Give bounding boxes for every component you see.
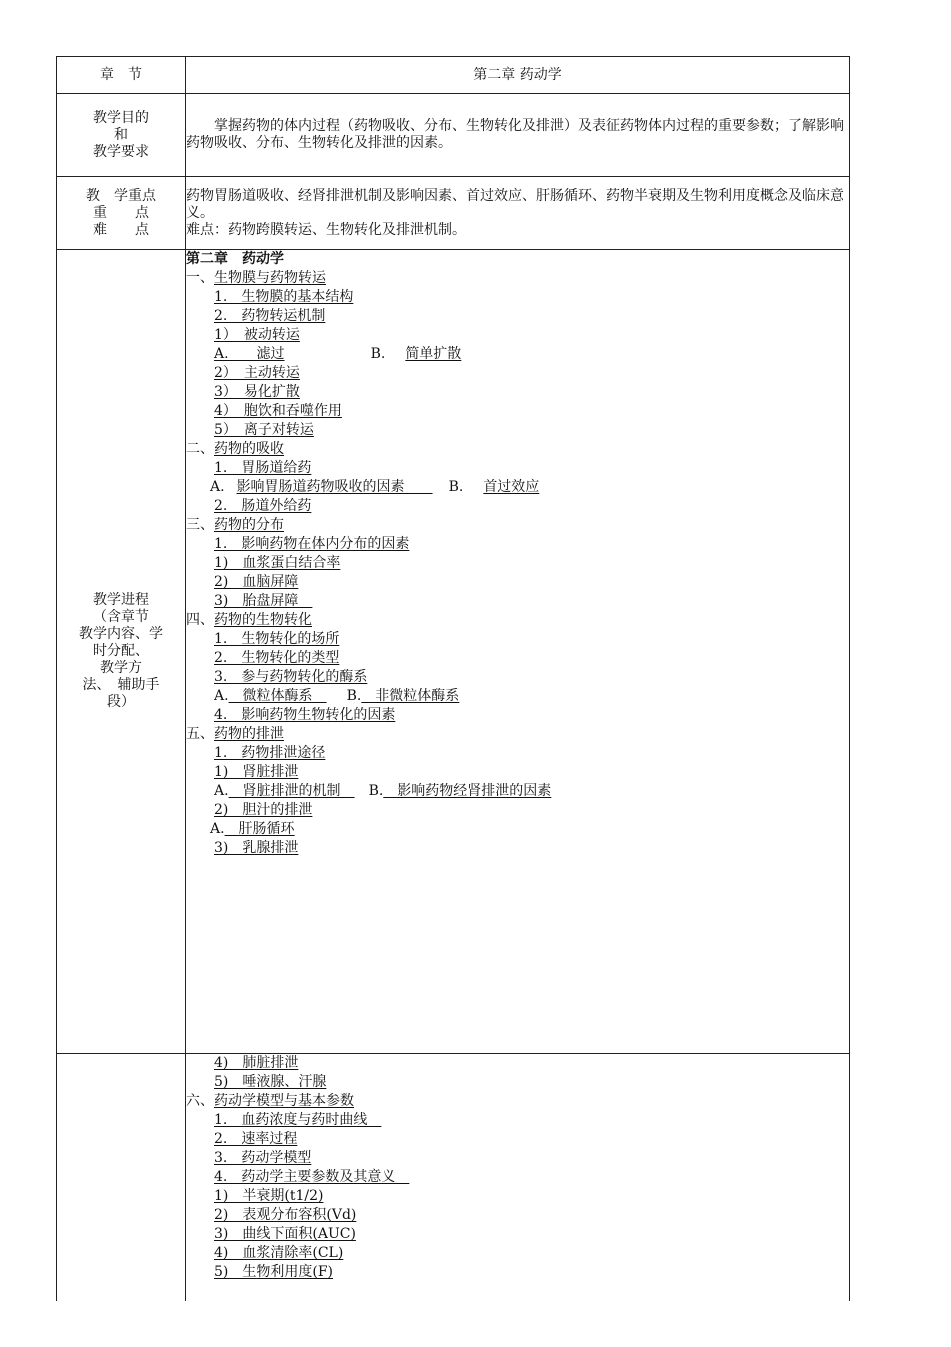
- goals-label: [57, 94, 186, 177]
- section-number: 二、: [186, 441, 214, 457]
- outline-section: [186, 440, 849, 459]
- outline-item: 2) 胆汁的排泄: [214, 802, 313, 818]
- section-title: 药物的生物转化: [214, 612, 312, 628]
- outline-item: 5) 唾液腺、汗腺: [214, 1074, 327, 1090]
- key-label-line: 教 学重点: [86, 187, 156, 204]
- process-label-line: 法、 辅助手: [82, 677, 160, 693]
- outline-item: 1. 药物排泄途径: [214, 745, 326, 761]
- section-title: 生物膜与药物转运: [214, 270, 326, 286]
- outline-subitem: 肾脏排泄的机制: [228, 783, 355, 799]
- item-prefix: A.: [214, 688, 229, 704]
- outline-section: [186, 269, 849, 288]
- outline-subitem: 影响胃肠道药物吸收的因素: [236, 479, 433, 495]
- outline-item: 4. 影响药物生物转化的因素: [214, 707, 396, 723]
- outline-section: [186, 725, 849, 744]
- chapter-title: 第二章 药动学: [186, 57, 850, 94]
- row-key-points: [57, 177, 850, 250]
- outline-item: 4） 胞饮和吞噬作用: [214, 403, 342, 419]
- outline-item: 3） 易化扩散: [214, 384, 300, 400]
- section-title: 药物的吸收: [214, 441, 284, 457]
- row-goals: [57, 94, 850, 177]
- row-process-continued: [57, 1054, 850, 1301]
- outline-item: 1. 生物转化的场所: [214, 631, 340, 647]
- chapter-label: 章 节: [57, 57, 186, 94]
- outline-item: 2） 主动转运: [214, 365, 300, 381]
- key-points-label: [57, 177, 186, 250]
- section-number: 一、: [186, 270, 214, 286]
- process-label: [57, 250, 186, 1054]
- item-prefix: B.: [346, 688, 362, 704]
- lesson-plan-table: [56, 56, 850, 1301]
- outline-item: 5） 离子对转运: [214, 422, 314, 438]
- outline-item: 3. 药动学模型: [214, 1150, 312, 1166]
- key-label-line: 重 点: [93, 204, 149, 221]
- goals-content: [186, 94, 850, 177]
- row-process: [57, 250, 850, 1054]
- outline-item: 2. 生物转化的类型: [214, 650, 340, 666]
- outline-item: 1) 血浆蛋白结合率: [214, 555, 341, 571]
- outline-item: 1) 肾脏排泄: [214, 764, 299, 780]
- outline-item: 2. 速率过程: [214, 1131, 298, 1147]
- goals-label-line: 教学目的: [93, 109, 149, 126]
- goals-label-line: 教学要求: [93, 143, 149, 160]
- outline-section: [186, 1092, 849, 1111]
- outline-item: 2) 表观分布容积(Vd): [214, 1207, 357, 1223]
- outline-content: [186, 250, 850, 1054]
- section-number: 四、: [186, 612, 214, 628]
- key-label-line: 难 点: [93, 221, 149, 238]
- outline-item: 3. 参与药物转化的酶系: [214, 669, 368, 685]
- outline-item: 2. 肠道外给药: [214, 498, 312, 514]
- outline-subitem: 影响药物经肾排泄的因素: [383, 783, 552, 799]
- process-label-line: 时分配、: [93, 643, 149, 659]
- outline-item: [186, 687, 849, 706]
- outline-item: [186, 478, 849, 497]
- outline-item: 4) 肺脏排泄: [214, 1055, 299, 1071]
- difficult-points-text: 难点：药物跨膜转运、生物转化及排泄机制。: [186, 221, 466, 238]
- section-number: 三、: [186, 517, 214, 533]
- row-chapter: [57, 57, 850, 94]
- process-label-line: （含章节: [93, 609, 149, 625]
- goals-text: 掌握药物的体内过程（药物吸收、分布、生物转化及排泄）及表征药物体内过程的重要参数；了解影响药物吸收、分布、生物转化及排泄的因素。: [186, 118, 844, 151]
- process-label-line: 教学内容、学: [79, 626, 163, 642]
- outline-subitem: 首过效应: [483, 479, 540, 495]
- outline-item: 5) 生物利用度(F): [214, 1264, 334, 1280]
- process-label-line: 教学方: [100, 660, 142, 676]
- outline-item: 3) 曲线下面积(AUC): [214, 1226, 356, 1242]
- outline-item: 1. 影响药物在体内分布的因素: [214, 536, 410, 552]
- key-points-text: 药物胃肠道吸收、经肾排泄机制及影响因素、首过效应、肝肠循环、药物半衰期及生物利用度概念及临床意义。: [186, 187, 844, 221]
- outline-item: 1. 胃肠道给药: [214, 460, 312, 476]
- item-prefix: A.: [210, 479, 225, 495]
- section-title: 药物的分布: [214, 517, 284, 533]
- section-number: 五、: [186, 726, 214, 742]
- outline-item: [186, 820, 849, 839]
- key-points-content: [186, 177, 850, 250]
- outline-item: 1. 生物膜的基本结构: [214, 289, 354, 305]
- item-prefix: A.: [210, 821, 225, 837]
- outline-section: [186, 611, 849, 630]
- section-title: 药物的排泄: [214, 726, 284, 742]
- outline-item: 1. 血药浓度与药时曲线: [214, 1112, 382, 1128]
- outline-item: 4. 药动学主要参数及其意义: [214, 1169, 410, 1185]
- goals-label-line: 和: [114, 126, 128, 143]
- outline-item: 3) 乳腺排泄: [214, 840, 299, 856]
- outline-item: 1) 半衰期(t1/2): [214, 1188, 324, 1204]
- outline-title: 第二章 药动学: [186, 251, 284, 267]
- outline-subitem: 微粒体酶系: [228, 688, 327, 704]
- outline-subitem: 简单扩散: [405, 346, 462, 362]
- process-label-continued: [57, 1054, 186, 1301]
- outline-item: 2. 药物转运机制: [214, 308, 326, 324]
- outline-subitem: 肝肠循环: [224, 821, 295, 837]
- outline-item: 3) 胎盘屏障: [214, 593, 313, 609]
- section-title: 药动学模型与基本参数: [214, 1093, 354, 1109]
- section-number: 六、: [186, 1093, 214, 1109]
- outline-item: [186, 782, 849, 801]
- outline-item: [186, 345, 849, 364]
- outline-content-continued: [186, 1054, 850, 1301]
- outline-subitem: A. 滤过: [214, 346, 285, 362]
- process-label-line: 段）: [107, 694, 135, 710]
- outline-item: 2) 血脑屏障: [214, 574, 299, 590]
- item-prefix: B.: [448, 479, 464, 495]
- outline-section: [186, 516, 849, 535]
- outline-subitem: 非微粒体酶系: [361, 688, 460, 704]
- outline-item: 1） 被动转运: [214, 327, 300, 343]
- outline-item: 4) 血浆清除率(CL): [214, 1245, 344, 1261]
- item-prefix: A.: [214, 783, 229, 799]
- item-prefix: B.: [370, 346, 386, 362]
- item-prefix: B.: [368, 783, 384, 799]
- process-label-line: 教学进程: [93, 592, 149, 608]
